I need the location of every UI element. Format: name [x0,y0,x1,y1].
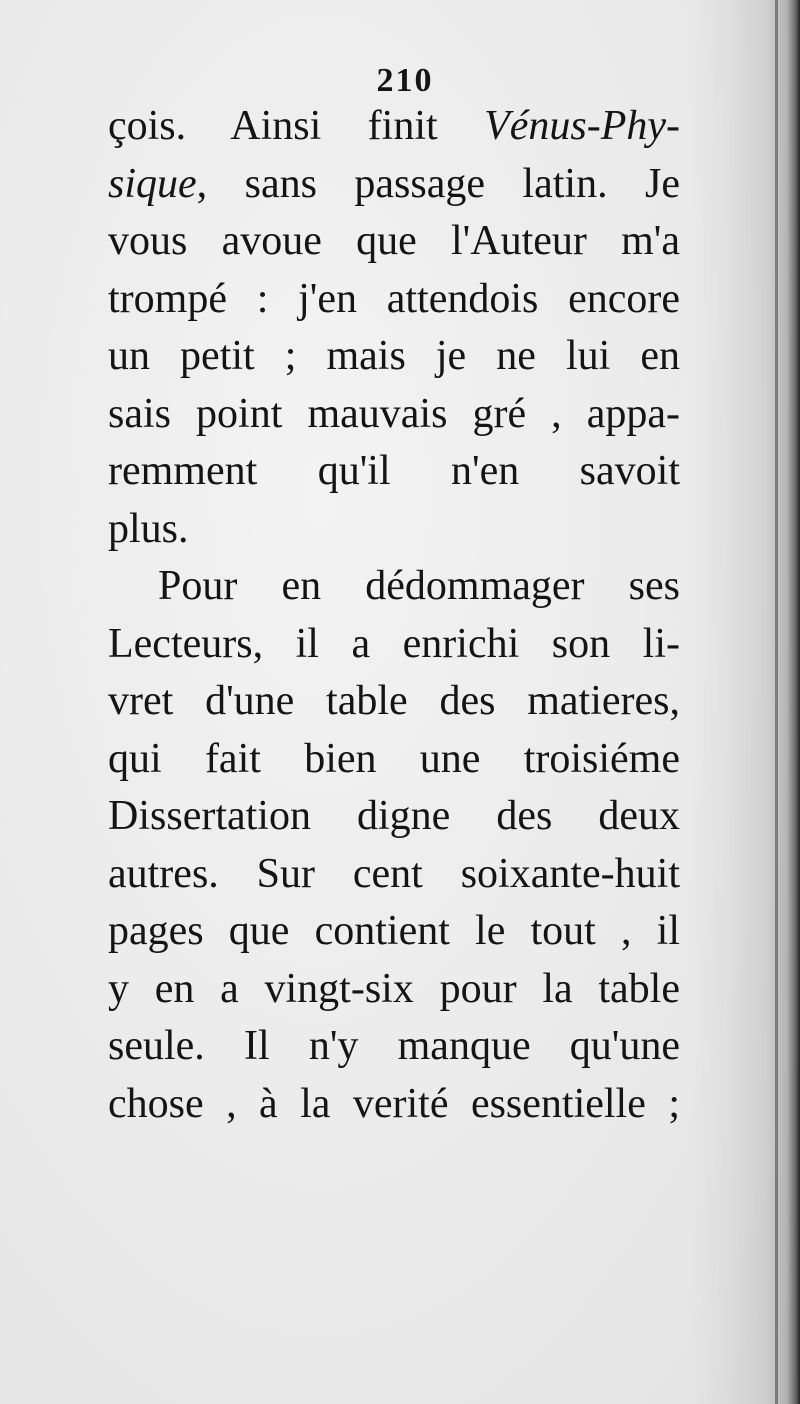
text-line [108,846,680,904]
text-line [108,501,680,559]
text-line [108,558,680,616]
text-segment: Dissertation digne des deux [108,793,680,839]
text-segment: qui fait bien une troisiéme [108,735,680,782]
text-segment: seule. Il n'y manque qu'une [108,1023,680,1069]
text-line [108,271,680,329]
text-segment: vret d'une table des matieres, [108,678,680,724]
text-line [108,213,680,271]
text-segment: plus. [108,505,189,552]
text-segment: chose , à la verité essentielle ; [108,1080,680,1127]
text-line [108,1018,680,1076]
text-segment: sais point mauvais gré , appa- [108,390,680,437]
text-segment: Lecteurs, il a enrichi son li- [108,620,680,667]
text-line [108,156,680,214]
text-segment: Pour en dédommager ses [158,563,680,609]
text-segment: autres. Sur cent soixante-huit [108,850,680,897]
italic-text: Vénus-Phy- [484,103,680,149]
text-segment: pages que contient le tout , il [108,908,680,954]
text-segment: çois. Ainsi finit [108,103,485,149]
text-line [108,731,680,789]
text-line [108,443,680,501]
text-line [108,616,680,674]
text-segment: y en a vingt-six pour la table [108,965,680,1012]
text-segment: un petit ; mais je ne lui en [108,333,680,379]
text-line [108,673,680,731]
text-line [108,328,680,386]
text-segment: vous avoue que l'Auteur m'a [108,218,680,264]
page-number: 210 [376,62,434,99]
text-line [108,386,680,444]
text-line [108,1076,680,1134]
text-segment: , sans passage latin. Je [196,160,680,207]
text-line [108,903,680,961]
text-segment: remment qu'il n'en savoit [108,448,680,494]
body-text [108,98,680,1133]
text-line [108,98,680,156]
page-edge [775,0,778,1404]
binding-shadow [690,0,800,1404]
text-line [108,788,680,846]
text-segment: trompé : j'en attendois encore [108,275,680,322]
text-line [108,961,680,1019]
italic-text: sique [108,160,197,207]
